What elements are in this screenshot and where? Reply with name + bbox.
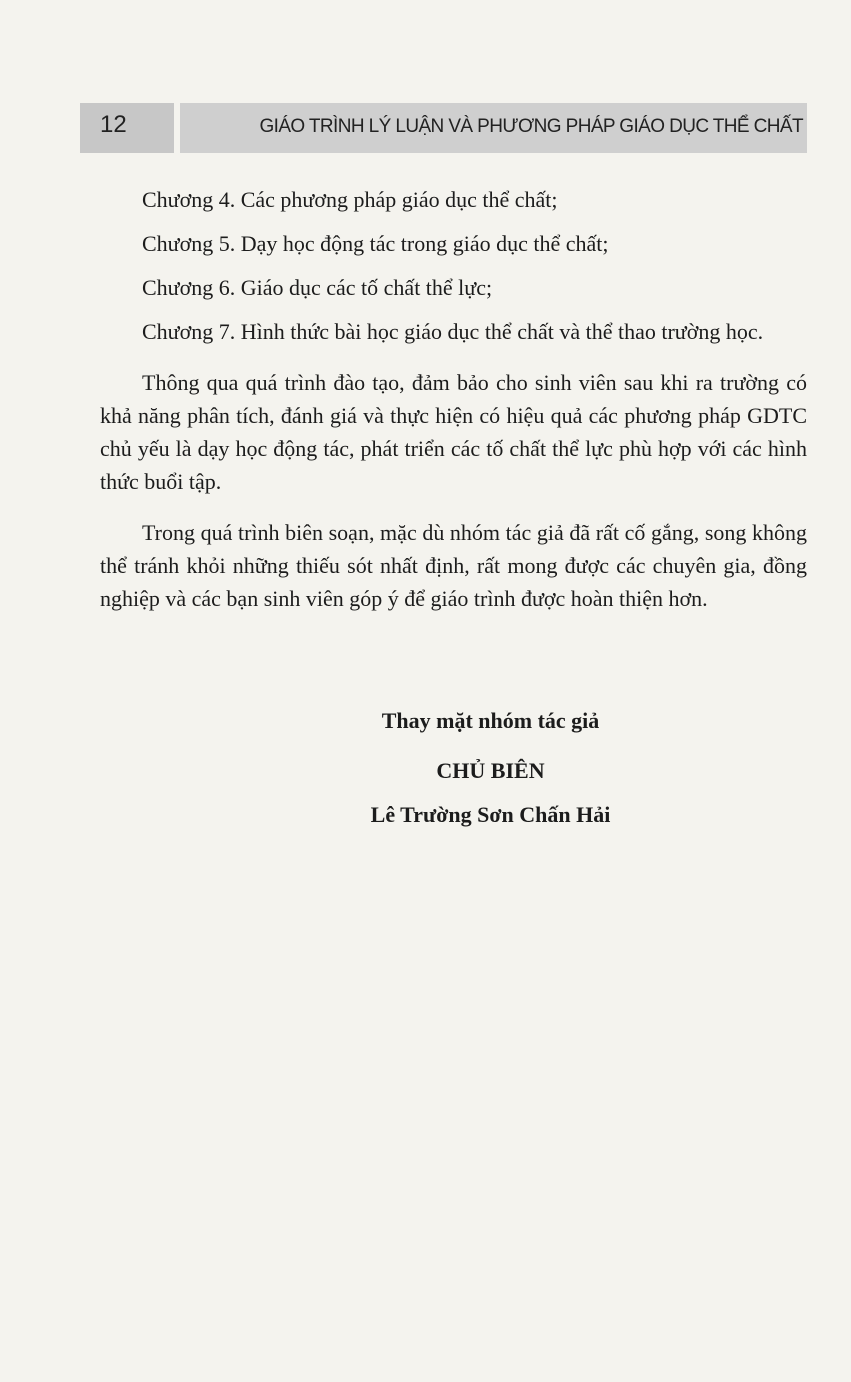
signature-name: Lê Trường Sơn Chấn Hải [370,802,611,827]
body-text [100,183,807,626]
running-title: GIÁO TRÌNH LÝ LUẬN VÀ PHƯƠNG PHÁP GIÁO DỤC THỂ CHẤT [259,116,803,137]
chapter-line: Chương 5. Dạy học động tác trong giáo dục thể chất; [142,231,609,256]
chapter-line: Chương 4. Các phương pháp giáo dục thể chất; [142,187,558,212]
chapter-line: Chương 6. Giáo dục các tố chất thể lực; [142,275,493,300]
chapter-line: Chương 7. Hình thức bài học giáo dục thể chất và thể thao trường học. [142,319,764,344]
page-number: 12 [100,111,127,138]
signature-title: CHỦ BIÊN [436,758,545,783]
signature-role: Thay mặt nhóm tác giả [381,708,600,733]
page-number-box [80,103,180,153]
paragraph: Thông qua quá trình đào tạo, đảm bảo cho sinh viên sau khi ra trường có khả năng phân tích, đánh giá và thực hiện có hiệu quả các phương pháp GDTC chủ yếu là dạy học động tác, phát triển các tố chất thể lực phù hợp với các hình thức buổi tập. [100,370,807,494]
paragraph: Trong quá trình biên soạn, mặc dù nhóm tác giả đã rất cố gắng, song không thể tránh khỏi những thiếu sót nhất định, rất mong được các chuyên gia, đồng nghiệp và các bạn sinh viên góp ý để giáo trình được hoàn thiện hơn. [100,520,807,611]
